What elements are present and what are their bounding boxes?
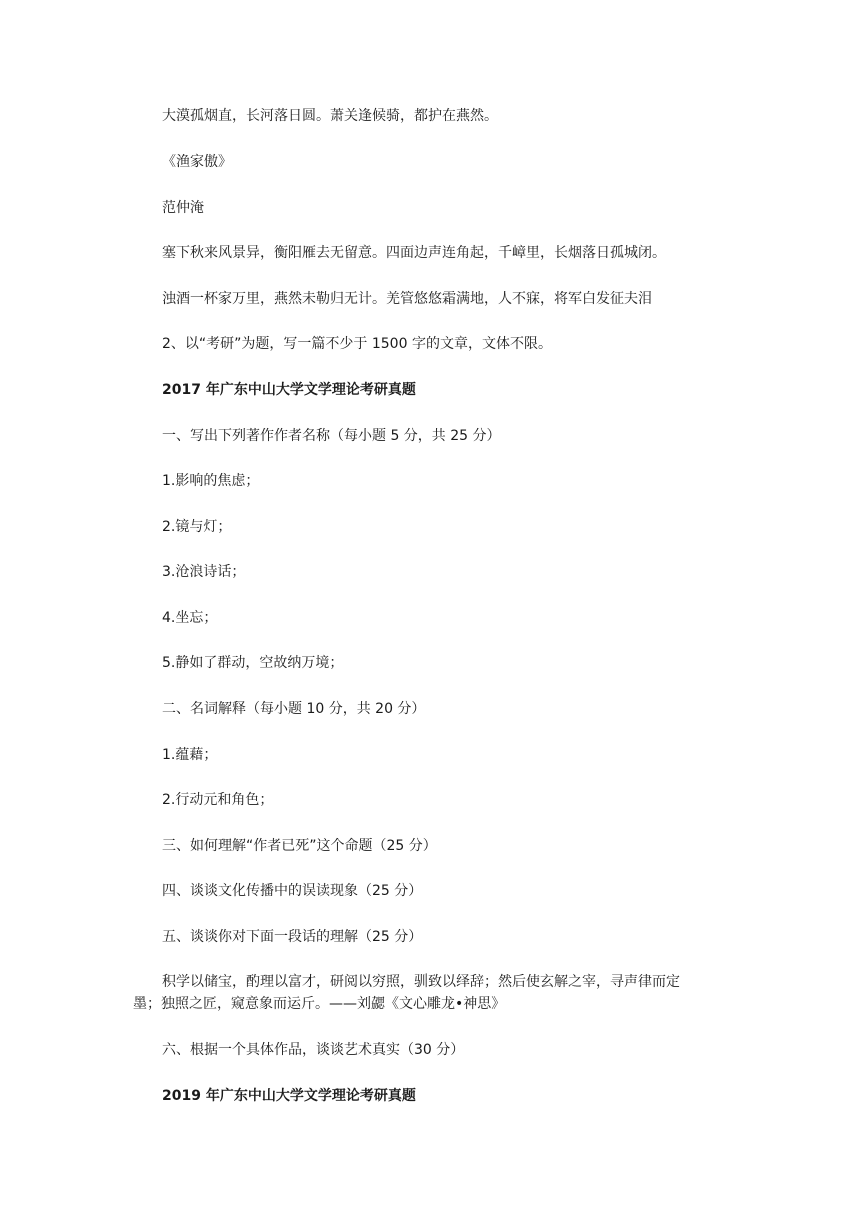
quotation-line: 积学以储宝，酌理以富才，研阅以穷照，驯致以绎辞；然后使玄解之宰，寻声律而定 [162,974,680,990]
question-item: 1.影响的焦虑； [162,473,260,489]
question-part: 二、名词解释（每小题 10 分，共 20 分） [162,701,426,717]
question-part: 六、根据一个具体作品，谈谈艺术真实（30 分） [162,1042,465,1058]
question-part: 五、谈谈你对下面一段话的理解（25 分） [162,929,423,945]
question-item: 3.沧浪诗话； [162,564,246,580]
question-part: 三、如何理解“作者已死”这个命题（25 分） [162,838,437,854]
question-part: 四、谈谈文化传播中的误读现象（25 分） [162,883,423,899]
question-item: 2.行动元和角色； [162,792,274,808]
quotation-line: 墨；独照之匠，窥意象而运斤。——刘勰《文心雕龙•神思》 [133,996,506,1012]
poem-line: 浊酒一杯家万里，燕然未勒归无计。羌管悠悠霜满地，人不寐，将军白发征夫泪 [162,291,652,307]
poem-author: 范仲淹 [162,200,204,216]
question-item: 1.蕴藉； [162,747,218,763]
question-part: 一、写出下列著作作者名称（每小题 5 分，共 25 分） [162,428,501,444]
section-heading: 2019 年广东中山大学文学理论考研真题 [162,1088,416,1104]
poem-line: 塞下秋来风景异，衡阳雁去无留意。四面边声连角起，千嶂里，长烟落日孤城闭。 [162,245,666,261]
essay-question: 2、以“考研”为题，写一篇不少于 1500 字的文章，文体不限。 [162,336,552,352]
poem-title: 《渔家傲》 [162,154,232,170]
question-item: 5.静如了群动，空故纳万境； [162,655,344,671]
quotation-paragraph [133,971,743,1015]
question-item: 2.镜与灯； [162,519,232,535]
section-heading: 2017 年广东中山大学文学理论考研真题 [162,382,416,398]
question-item: 4.坐忘； [162,610,218,626]
poem-line: 大漠孤烟直，长河落日圆。萧关逢候骑，都护在燕然。 [162,108,498,124]
